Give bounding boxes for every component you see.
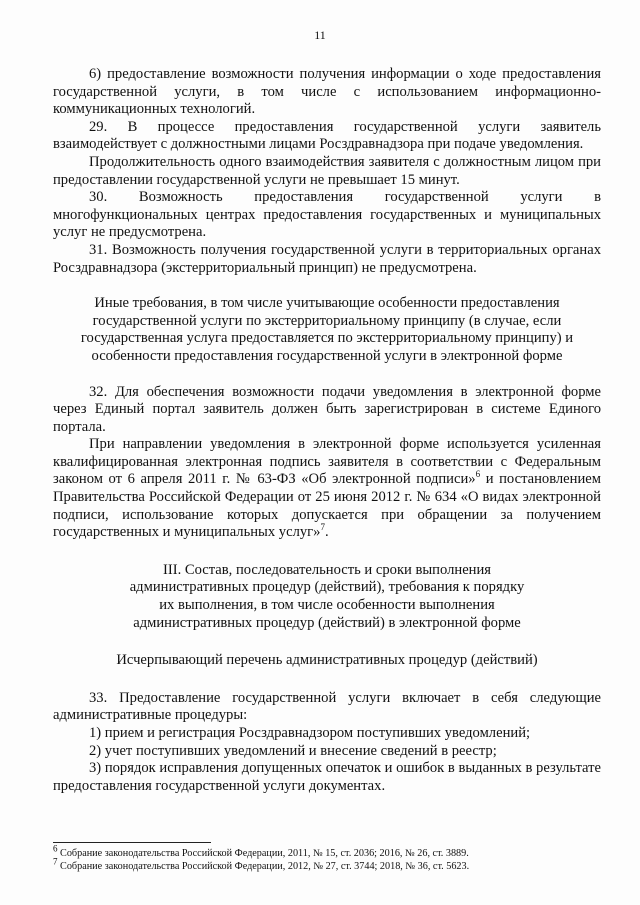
section-heading-iii (53, 562, 601, 632)
section-heading-procedures-list: Исчерпывающий перечень административных процедур (действий) (116, 652, 538, 669)
footnote-ref-6: 6 (475, 469, 481, 480)
footnote-number: 6 (53, 843, 58, 854)
list-item: 1) прием и регистрация Росздравнадзором поступивших уведомлений; (89, 725, 531, 741)
list-item: 2) учет поступивших уведомлений и внесение сведений в реестр; (89, 742, 497, 759)
list-item: 3) порядок исправления допущенных опечаток и ошибок в выданных в результате предоставления государственной услуги документах. (53, 760, 601, 794)
section-heading-other-requirements (53, 295, 601, 365)
paragraph-electronic-signature (53, 436, 601, 542)
footnote-number: 7 (53, 856, 58, 867)
paragraph-30: 30. Возможность предоставления государственной услуги в многофункциональных центрах предоставления государственных и муниципальных услуг не предусмотрена. (53, 189, 601, 241)
paragraph-duration: Продолжительность одного взаимодействия заявителя с должностным лицом при предоставлении государственной услуги не превышает 15 минут. (53, 153, 601, 188)
footnote-ref-7: 7 (320, 522, 325, 533)
heading-line: особенности предоставления государственной услуги в электронной форме (91, 347, 563, 364)
paragraph-33: 33. Предоставление государственной услуги включает в себя следующие административные процедуры: (53, 689, 601, 724)
paragraph-text: и постановлением Правительства Российской Федерации от 25 июня 2012 г. № 634 «О видах электронной подписи, использование которых допускается при обращении за получением государственных и муниципальных услуг» (53, 471, 601, 541)
paragraph-item-6: 6) предоставление возможности получения информации о ходе предоставления государственной услуги, в том числе с использованием информационно-коммуникационных технологий. (53, 66, 601, 118)
paragraph-29: 29. В процессе предоставления государственной услуги заявитель взаимодействует с должностными лицами Росздравнадзора при подаче уведомления. (53, 118, 601, 153)
footnote-text: Собрание законодательства Российской Федерации, 2011, № 15, ст. 2036; 2016, № 26, ст. 3889. (57, 848, 469, 859)
paragraph-32: 32. Для обеспечения возможности подачи уведомления в электронной форме через Единый портал заявитель должен быть зарегистрирован в системе Единого портала. (53, 383, 601, 435)
document-body (53, 66, 601, 795)
footnote-divider (53, 842, 211, 843)
spacer (53, 277, 601, 295)
heading-line: государственная услуга предоставляется по экстерриториальному принципу) и (80, 330, 574, 347)
paragraph-31: 31. Возможность получения государственной услуги в территориальных органах Росздравнадзора (экстерриториальный принцип) не предусмотрена. (53, 241, 601, 276)
heading-line: административных процедур (действий), требования к порядку (129, 579, 525, 596)
heading-line: их выполнения, в том числе особенности выполнения (159, 597, 495, 614)
footnote-6 (53, 843, 601, 860)
spacer (53, 632, 601, 652)
heading-line: III. Состав, последовательность и сроки выполнения (162, 561, 492, 578)
footnotes (53, 843, 601, 873)
heading-line: Иные требования, в том числе учитывающие особенности предоставления (94, 295, 560, 312)
paragraph-text: . (324, 524, 329, 541)
spacer (53, 542, 601, 562)
footnote-text: Собрание законодательства Российской Федерации, 2012, № 27, ст. 3744; 2018, № 36, ст. 5623. (57, 861, 470, 872)
spacer (53, 670, 601, 690)
heading-line: государственной услуги по экстерриториальному принципу (в случае, если (92, 312, 562, 329)
heading-line: административных процедур (действий) в электронной форме (133, 614, 521, 631)
footnote-7 (53, 856, 601, 873)
spacer (53, 366, 601, 384)
page-number: 11 (314, 28, 326, 42)
paragraph-text: При направлении уведомления в электронной форме используется усиленная квалифицированная электронная подпись заявителя в соответствии с Федеральным законом от 6 апреля 2011 г. № 63-ФЗ «Об электронной подписи» (53, 436, 601, 488)
